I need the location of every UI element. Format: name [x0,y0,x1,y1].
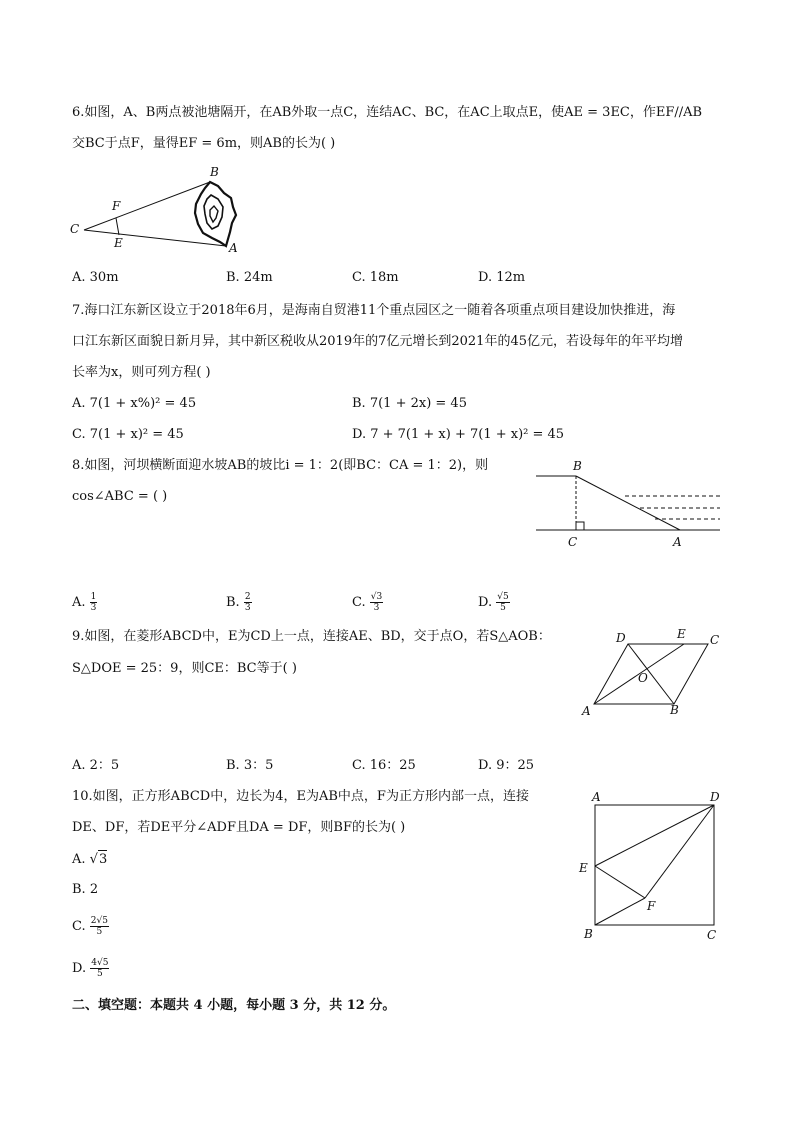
q8-label-a: A [673,535,682,549]
q9-label-o: O [638,671,648,685]
q10-line-bf [595,898,645,925]
q6-pond-outer [195,182,236,246]
q7-option-a[interactable]: A. 7(1 + x%)² = 45 [72,396,197,411]
q10-option-a-radical: √3 [89,852,108,867]
q6-line-ef [116,218,119,235]
q10-option-d[interactable] [72,958,109,979]
q10-option-a-radicand: 3 [98,852,108,867]
q6-figure [60,160,260,260]
q8-option-b-prefix: B. [226,595,240,610]
q10-label-a: A [592,790,601,804]
q10-label-f: F [647,899,656,913]
q9-label-c: C [710,633,720,647]
q8-option-a-prefix: A. [72,595,86,610]
q8-slope-ab [576,476,680,530]
q8-label-b: B [573,459,582,473]
q6-label-b: B [210,165,219,179]
q10-line-de [595,805,714,866]
q9-label-a: A [582,704,591,718]
q10-option-a-prefix: A. [72,852,86,867]
q9-label-b: B [670,703,679,717]
q9-option-c[interactable]: C. 16：25 [352,758,416,773]
q10-option-c[interactable] [72,916,109,937]
q10-label-d: D [710,790,720,804]
q6-text-line2: 交BC于点F，量得EF = 6m，则AB的长为( ) [72,136,336,151]
q8-option-a-fraction: $\frac{1}{3}$ [90,592,97,613]
q6-pond-inner [204,195,223,229]
q6-text-line1: 6.如图，A、B两点被池塘隔开，在AB外取一点C，连结AC、BC，在AC上取点E，使AE = 3EC，作EF//AB [72,105,703,120]
q6-line-cb [84,182,210,230]
q10-text-line2: DE、DF，若DE平分∠ADF且DA = DF，则BF的长为( ) [72,820,406,835]
q7-option-d[interactable]: D. 7 + 7(1 + x) + 7(1 + x)² = 45 [352,427,565,442]
q10-option-c-fraction: $\frac{2√5}{5}$ [90,916,108,937]
q10-label-c: C [707,928,717,942]
q8-option-c-fraction: $\frac{√3}{3}$ [370,592,383,613]
q6-option-d[interactable]: D. 12m [478,270,526,285]
q6-option-a[interactable]: A. 30m [72,270,119,285]
q8-label-c: C [568,535,578,549]
q10-option-a[interactable] [72,850,107,869]
q8-option-d-prefix: D. [478,595,493,610]
q10-text-line1: 10.如图，正方形ABCD中，边长为4，E为AB中点，F为正方形内部一点，连接 [72,789,529,804]
q7-text-line3: 长率为x，则可列方程( ) [72,365,211,380]
q8-figure [530,456,730,552]
q7-option-c[interactable]: C. 7(1 + x)² = 45 [72,427,184,442]
q8-option-b-fraction: $\frac{2}{3}$ [244,592,251,613]
q6-line-ca [84,230,226,246]
q10-option-d-prefix: D. [72,961,87,976]
q10-option-b[interactable]: B. 2 [72,882,99,897]
q9-text-line2: S△DOE = 25：9，则CE：BC等于( ) [72,661,297,676]
q8-option-b[interactable] [226,592,252,613]
q10-label-b: B [584,927,593,941]
q8-option-c[interactable] [352,592,383,613]
q6-label-c: C [70,222,80,236]
q10-option-d-fraction: $\frac{4√5}{5}$ [91,958,109,979]
q6-label-e: E [114,236,123,250]
q9-text-line1: 9.如图，在菱形ABCD中，E为CD上一点，连接AE、BD，交于点O，若S△AOB： [72,629,551,644]
q9-option-d[interactable]: D. 9：25 [478,758,535,773]
q7-option-b[interactable]: B. 7(1 + 2x) = 45 [352,396,467,411]
q6-label-f: F [112,199,121,213]
q9-option-a[interactable]: A. 2：5 [72,758,120,773]
q10-figure [574,786,734,946]
q8-option-d-fraction: $\frac{√5}{5}$ [497,592,509,613]
q9-option-b[interactable]: B. 3：5 [226,758,274,773]
q9-label-e: E [677,627,686,641]
q10-option-c-prefix: C. [72,919,86,934]
q6-option-c[interactable]: C. 18m [352,270,399,285]
q9-figure [576,626,726,722]
q10-line-df [645,805,714,898]
q9-line-bd [628,644,674,704]
section2-heading: 二、填空题：本题共 4 小题，每小题 3 分，共 12 分。 [72,998,396,1013]
q10-line-ef [595,866,645,898]
q6-option-b[interactable]: B. 24m [226,270,273,285]
q6-pond-core [210,206,218,222]
q8-text-line1: 8.如图，河坝横断面迎水坡AB的坡比i = 1：2(即BC：CA = 1：2)，则 [72,458,489,473]
q8-text-line2: cos∠ABC = ( ) [72,489,168,504]
q6-label-a: A [229,241,238,255]
q10-label-e: E [579,861,588,875]
q8-option-a[interactable] [72,592,97,613]
q9-label-d: D [616,631,626,645]
q7-text-line1: 7.海口江东新区设立于2018年6月，是海南自贸港11个重点园区之一随着各项重点项目建设加快推进，海 [72,303,676,318]
q7-text-line2: 口江东新区面貌日新月异，其中新区税收从2019年的7亿元增长到2021年的45亿元，若设每年的年平均增 [72,334,683,349]
q8-option-c-prefix: C. [352,595,366,610]
q8-option-d[interactable] [478,592,510,613]
q8-right-angle [576,522,584,530]
